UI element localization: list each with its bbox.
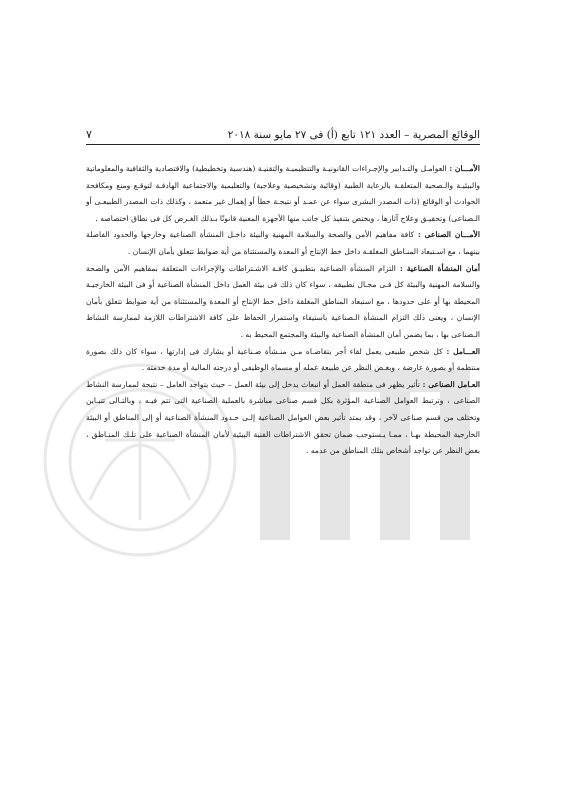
definition-text: كافة مفاهيم الأمن والصحة والسلامة المهنية والبيئة داخـل المنشأة الصناعية وخارجها والحدود الفاصلة بينهما ، مع اسـتبعاد المنـاطق المغلقـة داخل خط الإنتاج أو المعدة والمستثناة من أية ضوابط تتعلق بأمان الإنسان . — [86, 230, 480, 256]
definition-text: تأثير يظهر فى منطقة العمل أو انبعاث يدخل إلى بيئة العمل – حيث يتواجد العامل – نتيجة لممارسة النشاط الصناعى ، وترتبط العوامل الصناعية المؤثرة بكل قسم صناعى مباشرة بالعملية الصناعية التى تتم فيـه ، وبالتـالى تتبـاين وتختلف من قسم صناعى لآخر ، وقد يمتد تأثير بعض العوامل الصناعية إلـى حـدود المنشأة الصناعية أو إلى المناطق أو البيئة الخارجية المحيطة بهـا ، ممـا يـستوجب ضمان تحقق الاشتراطات الفنية البيئية لأمان المنشأة الصناعية على تلـك المنـاطق ، بغض النظر عن تواجد أشخاص بتلك المناطق من عدمه . — [86, 379, 480, 456]
definition-security — [86, 161, 480, 227]
document-page — [86, 128, 480, 460]
definition-term: العـامل الصناعى : — [422, 379, 480, 389]
definition-text: كل شخص طبيعى يعمل لقاء أجر يتقاضـاه مـن منـشأة صـناعية أو يشارك فى إدارتها ، سواء كان ذلك بصورة منتظمة أو بصورة عارضة ، وبغـض النظر عن طبيعة عمله أو مسماه الوظيفى أو درجته المالية أو مدة خدمته . — [86, 346, 480, 373]
definition-text: العوامـل والتـدابير والإجـراءات القانونيـة والتنظيميـة والتقنيـة (هندسية وتخطيطية) والاقتصادية والثقافية والمعلوماتية والبيئيـة والـصحية المتعلقـة بالرعاية الطبية (وقائية وتشخيصية وعلاجية) والتعليمية والاجتماعية الهادفـة لتوقـع ومنع ومكافحة الحوادث أو الوقائع (ذات المصدر البشرى سواء عن عمـد أو نتيجـة خطأ أو إهمال غير متعمد ، وكذلك ذات المصدر الطبيعـى أو الـصناعى) وتحقيـق وعلاج آثارها ، ويختص بتنفيذ كل جانب منها الأجهزة المعنية قانونًا بـذلك الغـرض كل فى نطاق اختصاصه . — [86, 164, 480, 223]
definition-term: العـــامل : — [446, 346, 481, 356]
definition-worker — [86, 344, 480, 377]
definition-text: التزام المنشأة الصناعية بتطبيـق كافـة الاشـتراطات والإجراءات المتعلقة بمفاهيم الأمن والصحة والسلامة المهنية والبيئة كل فـى مجـال تطبيقه ، سواء كان ذلك فى بيئة العمل داخل المنشأة الصناعية أو فى البيئة الخارجيـة المحيطة بها أو على حدودها ، مع استبعاد المناطق المغلقة داخل خط الإنتاج أو المعدة والمستثناة من أية ضوابط تتعلق بأمان الإنسان ، ويعنى ذلك التزام المنشأة الـصناعية باستيفاء واستمرار الحفاظ على كافة الاشتراطات اللازمة لممارسة النشاط الـصناعى بها ، بما يضمن أمان المنشأة الصناعية والبيئة والمجتمع المحيط به . — [86, 263, 480, 339]
definition-term: الأمـــان : — [449, 164, 480, 173]
page-number: ٧ — [86, 128, 92, 141]
definition-industrial-security — [86, 227, 480, 260]
definition-facility-safety — [86, 261, 480, 344]
definition-term: أمان المنشأة الصناعية : — [399, 263, 480, 273]
definition-industrial-factor — [86, 377, 480, 460]
definition-term: الأمـــان الصناعى : — [417, 230, 480, 240]
header-title: الوقائع المصرية – العدد ١٢١ تابع (أ) فى ٢٧ مايو سنة ٢٠١٨ — [227, 129, 480, 141]
page-header — [86, 128, 480, 145]
